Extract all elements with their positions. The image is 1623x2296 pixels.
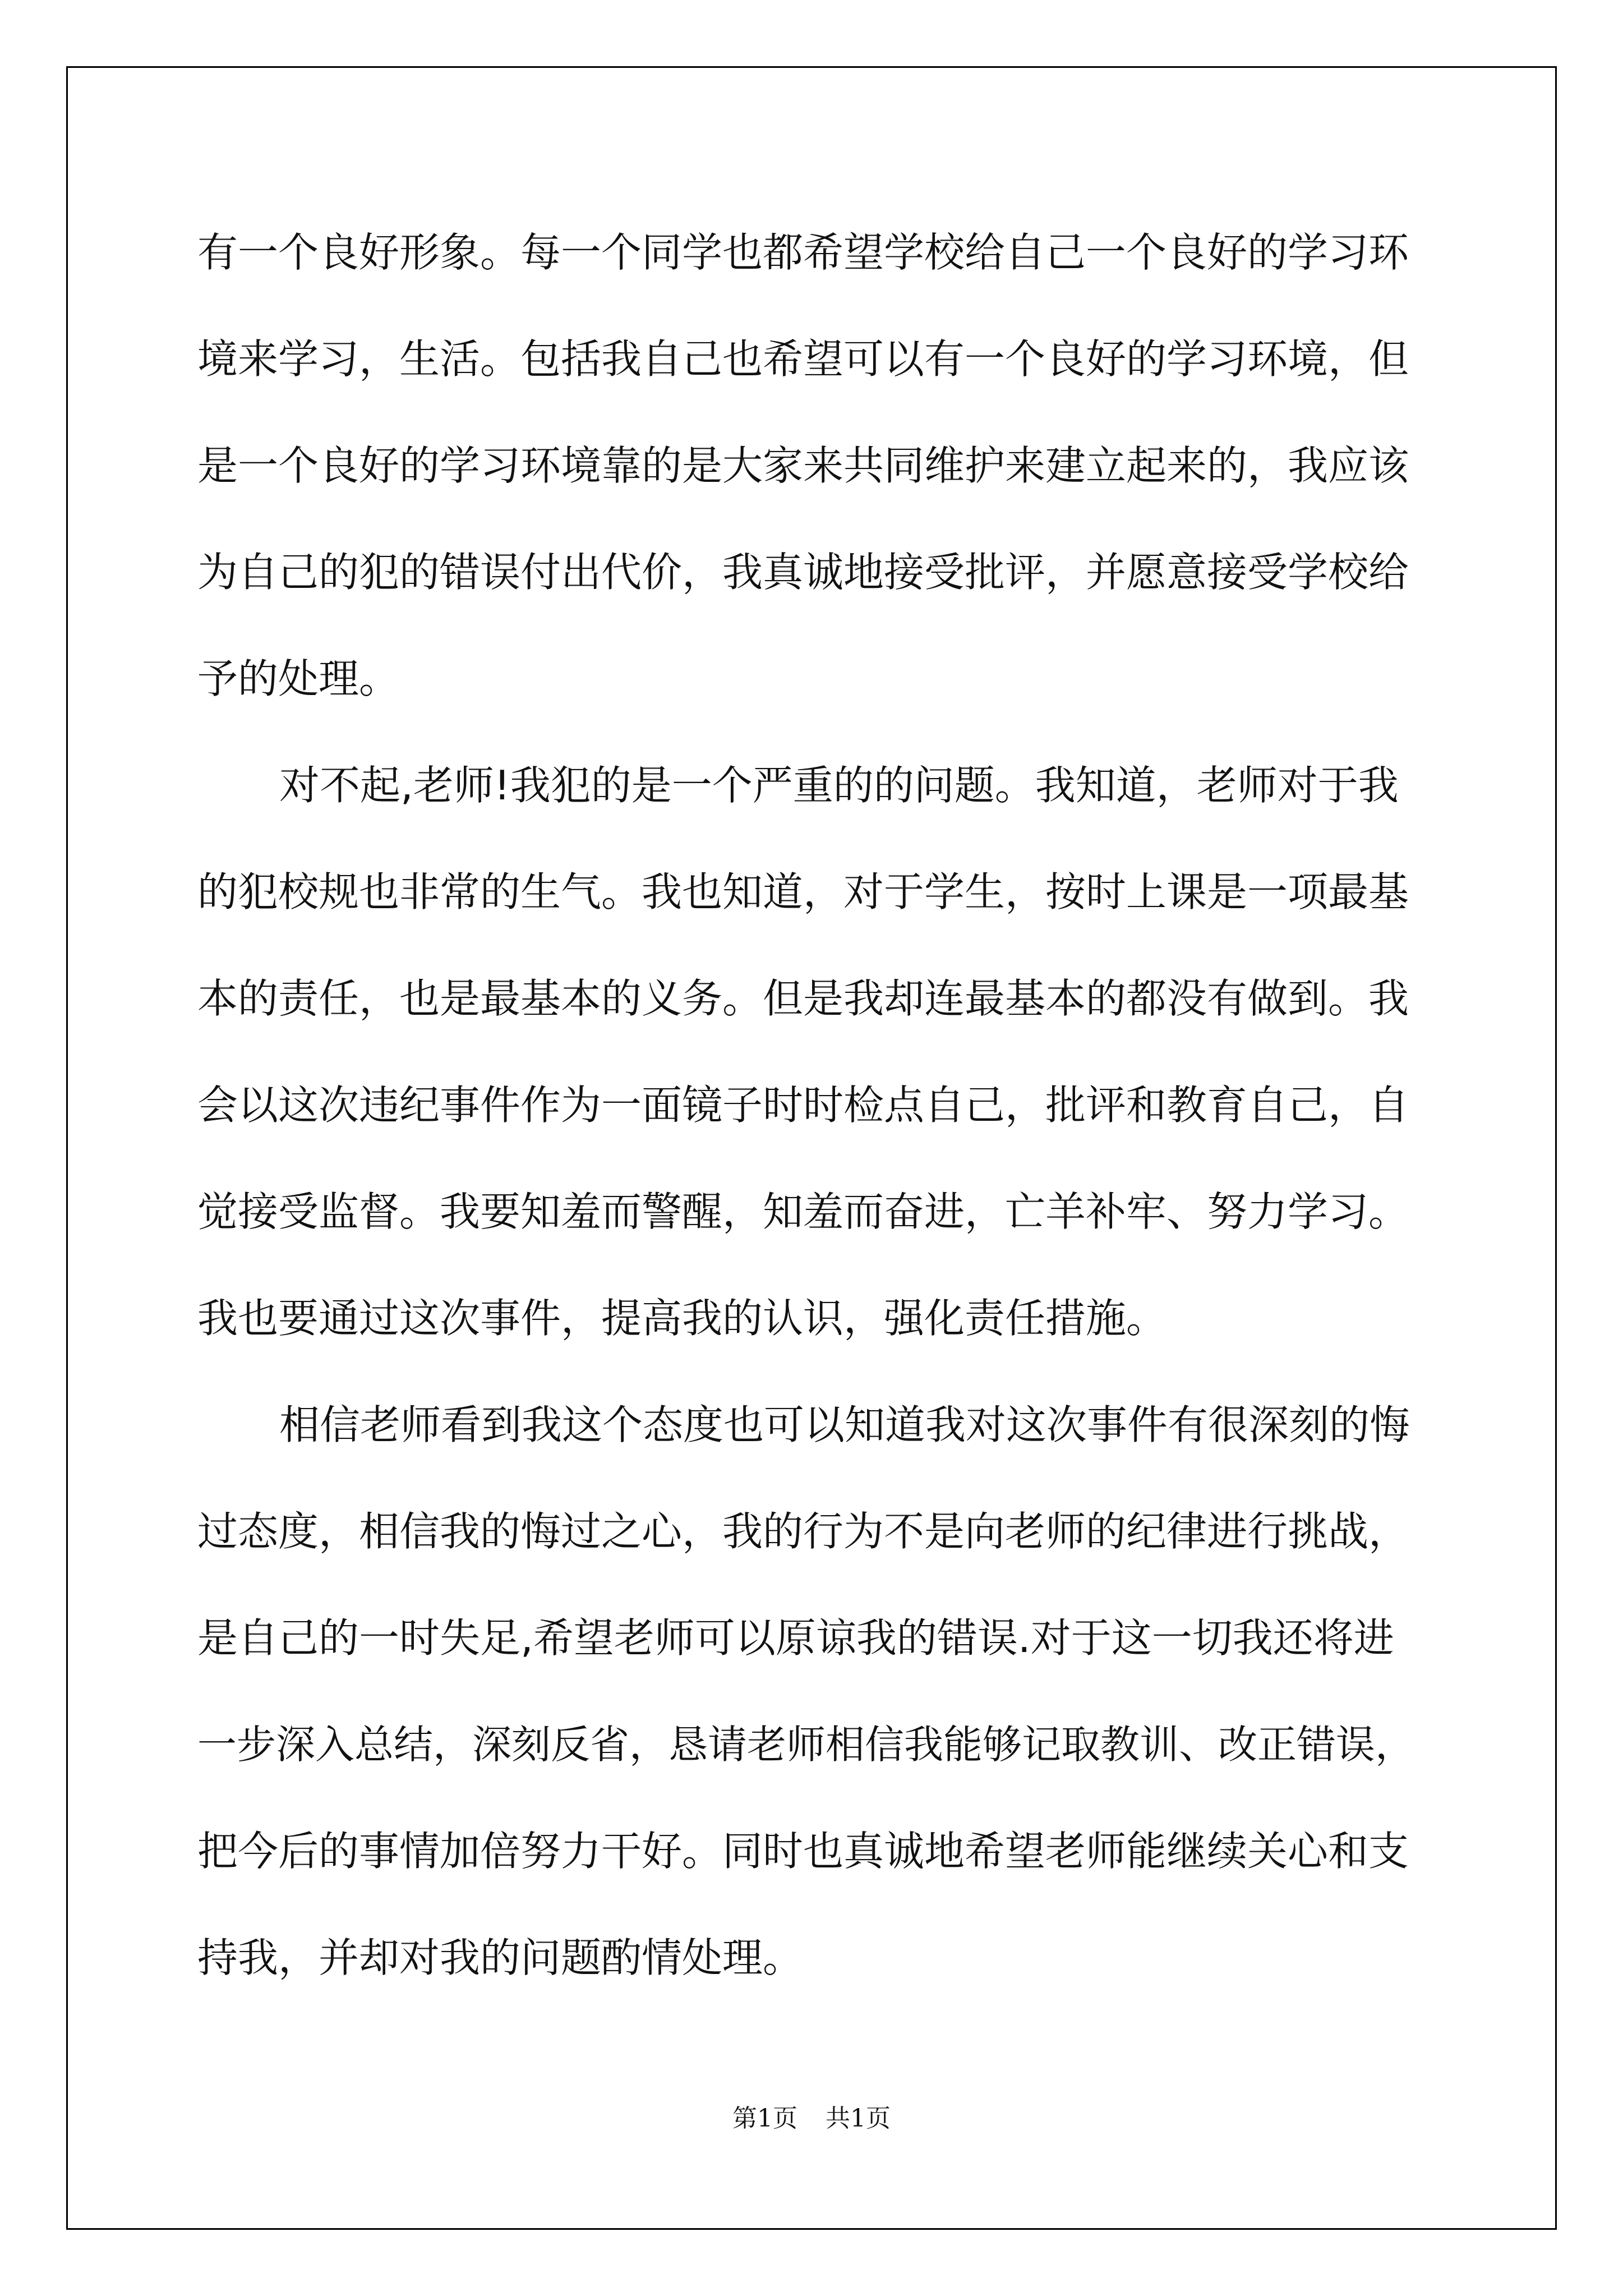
- text-line: 对不起,老师!我犯的是一个严重的的问题。我知道，老师对于我: [279, 762, 1399, 809]
- text-line: 过态度，相信我的悔过之心，我的行为不是向老师的纪律进行挑战，: [197, 1508, 1409, 1555]
- text-line: 为自己的犯的错误付出代价，我真诚地接受批评，并愿意接受学校给: [197, 549, 1409, 596]
- text-line: 境来学习，生活。包括我自己也希望可以有一个良好的学习环境，但: [197, 335, 1409, 383]
- text-line: 会以这次违纪事件作为一面镜子时时检点自己，批评和教育自己，自: [197, 1082, 1409, 1129]
- text-line: 相信老师看到我这个态度也可以知道我对这次事件有很深刻的悔: [279, 1401, 1410, 1448]
- text-line: 持我，并却对我的问题酌情处理。: [197, 1934, 804, 1981]
- page-number: 第1页: [732, 2104, 797, 2133]
- text-line: 一步深入总结，深刻反省，恳请老师相信我能够记取教训、改正错误，: [197, 1722, 1414, 1768]
- page-total: 共1页: [826, 2104, 891, 2133]
- text-line: 把今后的事情加倍努力干好。同时也真诚地希望老师能继续关心和支: [197, 1828, 1409, 1875]
- page-footer: [0, 2098, 1623, 2134]
- document-body: [197, 199, 1431, 2011]
- text-line: 的犯校规也非常的生气。我也知道，对于学生，按时上课是一项最基: [197, 868, 1409, 915]
- text-line: 是自己的一时失足,希望老师可以原谅我的错误.对于这一切我还将进: [197, 1614, 1394, 1662]
- text-line: 有一个良好形象。每一个同学也都希望学校给自己一个良好的学习环: [197, 229, 1409, 276]
- text-line: 是一个良好的学习环境靠的是大家来共同维护来建立起来的，我应该: [197, 442, 1409, 489]
- text-line: 觉接受监督。我要知羞而警醒，知羞而奋进，亡羊补牢、努力学习。: [197, 1188, 1409, 1235]
- text-line: 予的处理。: [197, 655, 400, 702]
- text-line: 我也要通过这次事件，提高我的认识，强化责任措施。: [197, 1295, 1167, 1342]
- text-line: 本的责任，也是最基本的义务。但是我却连最基本的都没有做到。我: [197, 975, 1409, 1022]
